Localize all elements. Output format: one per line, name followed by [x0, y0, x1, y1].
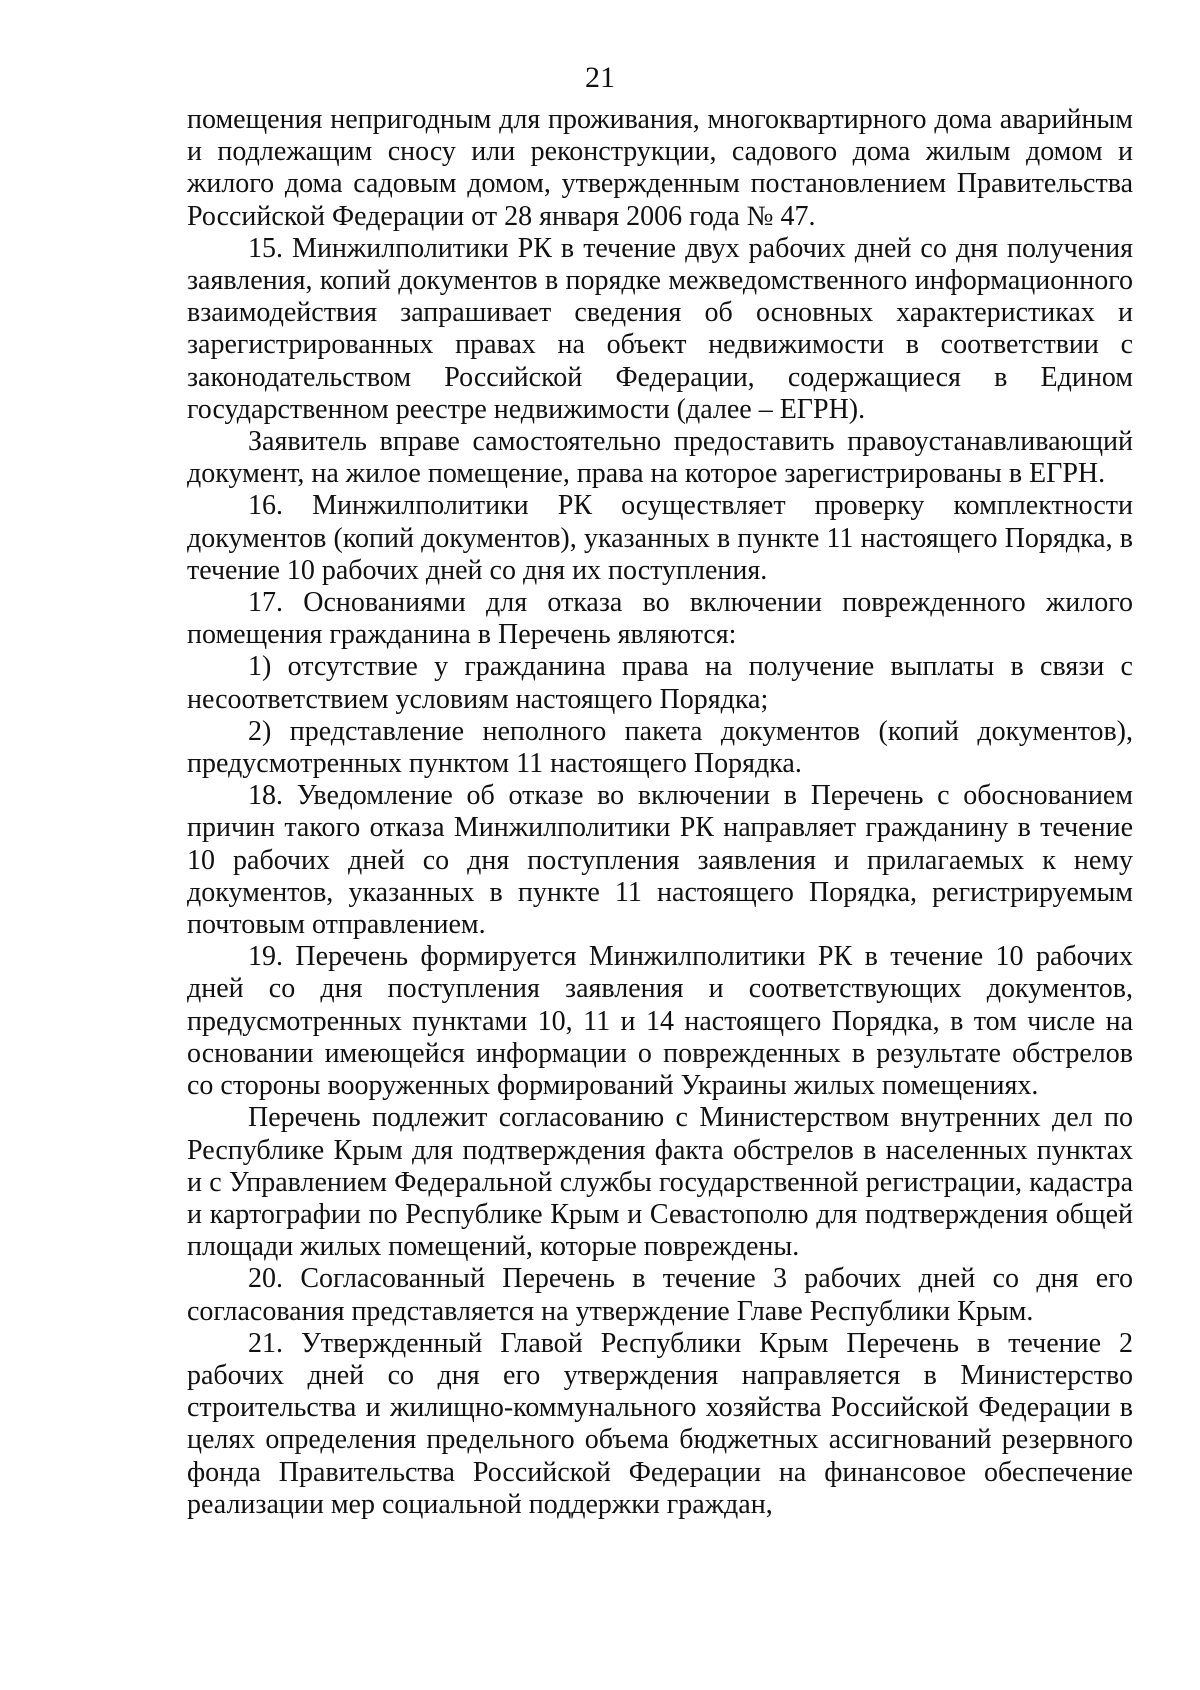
- paragraph-item-19: 19. Перечень формируется Минжилполитики РК в течение 10 рабочих дней со дня поступления заявления и соответствующих документов, предусмотренных пунктами 10, 11 и 14 настоящего Порядка, в том числе на основании имеющейся информации о поврежденных в результате обстрелов со стороны вооруженных формирований Украины жилых помещениях.: [187, 941, 1133, 1102]
- paragraph-item-16: 16. Минжилполитики РК осуществляет проверку комплектности документов (копий документов), указанных в пункте 11 настоящего Порядка, в течение 10 рабочих дней со дня их поступления.: [187, 490, 1133, 586]
- paragraph-item-17-sub-2: 2) представление неполного пакета документов (копий документов), предусмотренных пунктом 11 настоящего Порядка.: [187, 715, 1133, 780]
- page-number: 21: [585, 61, 615, 94]
- paragraph-item-20: 20. Согласованный Перечень в течение 3 рабочих дней со дня его согласования представляется на утверждение Главе Республики Крым.: [187, 1263, 1133, 1327]
- paragraph-item-17: 17. Основаниями для отказа во включении поврежденного жилого помещения гражданина в Перечень являются:: [187, 587, 1133, 651]
- paragraph-item-15: 15. Минжилполитики РК в течение двух рабочих дней со дня получения заявления, копий документов в порядке межведомственного информационного взаимодействия запрашивает сведения об основных характеристиках и зарегистрированных правах на объект недвижимости в соответствии с законодательством Российской Федерации, содержащиеся в Едином государственном реестре недвижимости (далее – ЕГРН).: [187, 232, 1133, 425]
- paragraph-item-21: 21. Утвержденный Главой Республики Крым Перечень в течение 2 рабочих дней со дня его утверждения направляется в Министерство строительства и жилищно-коммунального хозяйства Российской Федерации в целях определения предельного объема бюджетных ассигнований резервного фонда Правительства Российской Федерации на финансовое обеспечение реализации мер социальной поддержки граждан,: [187, 1327, 1133, 1520]
- document-body: [187, 104, 1133, 1521]
- paragraph-item-18: 18. Уведомление об отказе во включении в Перечень с обоснованием причин такого отказа Минжилполитики РК направляет гражданину в течение 10 рабочих дней со дня поступления заявления и прилагаемых к нему документов, указанных в пункте 11 настоящего Порядка, регистрируемым почтовым отправлением.: [187, 780, 1133, 941]
- paragraph-item-17-sub-1: 1) отсутствие у гражданина права на получение выплаты в связи с несоответствием условиям настоящего Порядка;: [187, 651, 1133, 715]
- paragraph-list-approval: Перечень подлежит согласованию с Министерством внутренних дел по Республике Крым для подтверждения факта обстрелов в населенных пунктах и с Управлением Федеральной службы государственной регистрации, кадастра и картографии по Республике Крым и Севастополю для подтверждения общей площади жилых помещений, которые повреждены.: [187, 1102, 1133, 1263]
- paragraph-applicant-right: Заявитель вправе самостоятельно предоставить правоустанавливающий документ, на жилое помещение, права на которое зарегистрированы в ЕГРН.: [187, 426, 1133, 490]
- paragraph-continuation: помещения непригодным для проживания, многоквартирного дома аварийным и подлежащим сносу или реконструкции, садового дома жилым домом и жилого дома садовым домом, утвержденным постановлением Правительства Российской Федерации от 28 января 2006 года № 47.: [187, 104, 1133, 232]
